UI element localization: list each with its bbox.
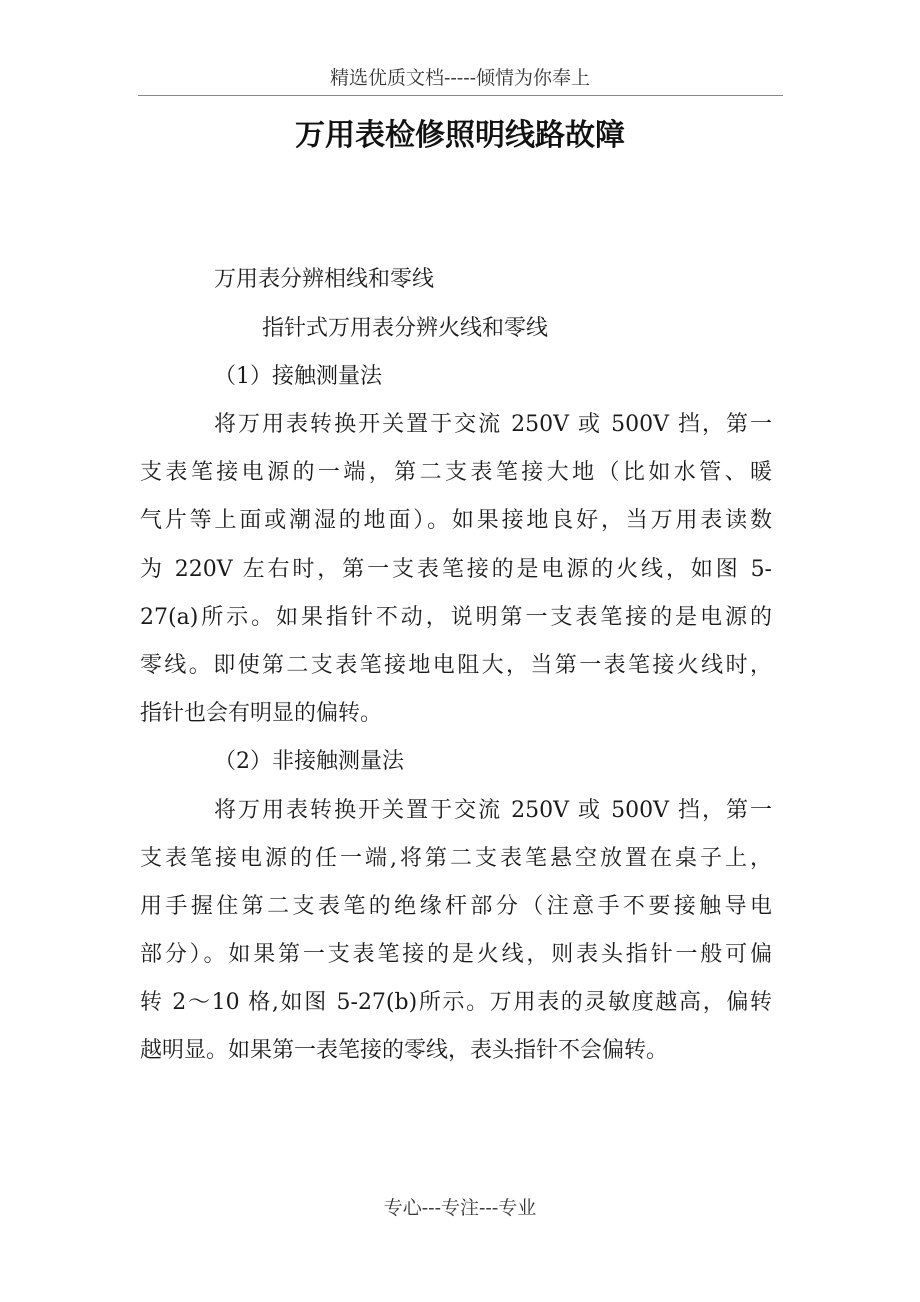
header-divider	[138, 95, 783, 96]
section-subheading: 指针式万用表分辨火线和零线	[262, 316, 549, 341]
section-heading: 万用表分辨相线和零线	[214, 267, 435, 292]
document-title: 万用表检修照明线路故障	[295, 118, 625, 153]
page-footer: 专心---专注---专业	[383, 1197, 537, 1219]
paragraph-line: 越明显。如果第一表笔接的零线，表头指针不会偏转。	[140, 1038, 669, 1063]
paragraph-line: 零线。即使第二支表笔接地电阻大，当第一表笔接火线时，	[140, 653, 772, 678]
header-text: 精选优质文档-----倾情为你奉上	[329, 67, 591, 89]
method2-label: （2）非接触测量法	[214, 749, 404, 774]
paragraph-line: 将万用表转换开关置于交流 250V 或 500V 挡，第一	[214, 798, 772, 823]
paragraph-line: 支表笔接电源的一端，第二支表笔接大地（比如水管、暖	[140, 460, 772, 485]
paragraph-line: 用手握住第二支表笔的绝缘杆部分（注意手不要接触导电	[140, 894, 772, 919]
paragraph-line: 部分）。如果第一支表笔接的是火线，则表头指针一般可偏	[140, 942, 772, 967]
paragraph-line: 指针也会有明显的偏转。	[140, 701, 383, 726]
paragraph-line: 将万用表转换开关置于交流 250V 或 500V 挡，第一	[214, 412, 772, 437]
paragraph-line: 转 2～10 格,如图 5-27(b)所示。万用表的灵敏度越高，偏转	[140, 990, 772, 1015]
paragraph-line: 气片等上面或潮湿的地面）。如果接地良好，当万用表读数	[140, 508, 772, 533]
paragraph-line: 支表笔接电源的任一端,将第二支表笔悬空放置在桌子上，	[140, 846, 772, 871]
paragraph-line: 27(a)所示。如果指针不动，说明第一支表笔接的是电源的	[140, 605, 772, 630]
method1-label: （1）接触测量法	[214, 364, 382, 389]
paragraph-line: 为 220V 左右时，第一支表笔接的是电源的火线，如图 5-	[140, 557, 772, 582]
